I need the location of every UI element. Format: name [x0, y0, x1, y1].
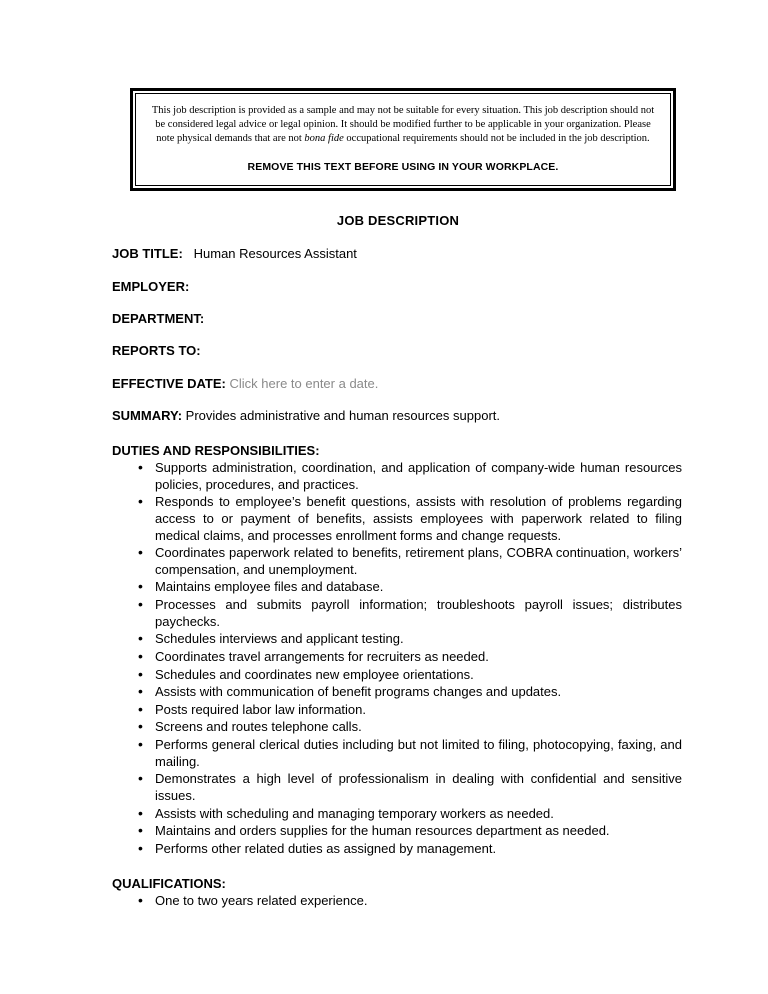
field-department — [112, 311, 684, 327]
disclaimer-line-2: considered legal advice or legal opinion. It should be modified further to be applicable in your organization. Please note — [156, 119, 651, 145]
field-effective-date — [112, 376, 684, 392]
disclaimer-line-1: This job description is provided as a sample and may not be suitable for every situation. This job description should not be — [151, 105, 655, 131]
disclaimer-box — [130, 88, 676, 191]
list-item: • Demonstrates a high level of professionalism in dealing with confidential and sensitive issues. — [112, 771, 684, 804]
list-item: • Schedules interviews and applicant testing. — [112, 631, 684, 648]
list-item: • Supports administration, coordination, and application of company-wide human resources policies, procedures, and practices. — [112, 460, 684, 493]
field-job-title-label: JOB TITLE: — [112, 245, 183, 261]
disclaimer-line-3-italic: bona fide — [304, 133, 344, 145]
field-job-title — [112, 246, 684, 262]
field-employer-label: EMPLOYER: — [112, 278, 190, 294]
page-title: JOB DESCRIPTION — [336, 212, 460, 228]
list-item: • Maintains employee files and database. — [112, 579, 684, 596]
qualifications-heading: QUALIFICATIONS: — [112, 876, 226, 892]
list-item: • Performs general clerical duties including but not limited to filing, photocopying, faxing, and mailing. — [112, 737, 684, 770]
disclaimer-box-inner — [135, 93, 671, 186]
field-job-title-value[interactable]: Human Resources Assistant — [193, 245, 357, 261]
list-item: • Coordinates travel arrangements for recruiters as needed. — [112, 649, 684, 666]
list-item: • Posts required labor law information. — [112, 702, 684, 719]
disclaimer-line-3-pre: physical demands that are not — [177, 133, 305, 145]
qualifications-list — [112, 893, 684, 910]
list-item: • Responds to employee’s benefit questions, assists with resolution of problems regarding access to or payment of benefits, assists employees with paperwork related to filing medical claims, and processes enrollment forms and change requests. — [112, 494, 684, 544]
field-summary-value[interactable]: Provides administrative and human resources support. — [185, 407, 500, 423]
list-item: • Screens and routes telephone calls. — [112, 719, 684, 736]
list-item: • Processes and submits payroll information; troubleshoots payroll issues; distributes paychecks. — [112, 597, 684, 630]
duties-heading: DUTIES AND RESPONSIBILITIES: — [112, 443, 320, 459]
field-department-label: DEPARTMENT: — [112, 311, 205, 327]
list-item: • Assists with communication of benefit programs changes and updates. — [112, 684, 684, 701]
field-summary-label: SUMMARY: — [112, 407, 183, 423]
list-item: • Performs other related duties as assigned by management. — [112, 841, 684, 858]
disclaimer-line-3-post: occupational requirements should not be included in the job description. — [343, 133, 650, 145]
disclaimer-paragraph — [150, 104, 656, 147]
field-effective-date-value[interactable]: Click here to enter a date. — [229, 375, 379, 391]
field-employer — [112, 279, 684, 295]
field-reports-to-label: REPORTS TO: — [112, 343, 201, 359]
list-item: • Assists with scheduling and managing temporary workers as needed. — [112, 806, 684, 823]
list-item: • Schedules and coordinates new employee orientations. — [112, 667, 684, 684]
field-reports-to — [112, 343, 684, 359]
list-item: • Maintains and orders supplies for the human resources department as needed. — [112, 823, 684, 840]
disclaimer-notice: REMOVE THIS TEXT BEFORE USING IN YOUR WORKPLACE. — [247, 160, 559, 173]
duties-list — [112, 460, 684, 857]
list-item: • Coordinates paperwork related to benefits, retirement plans, COBRA continuation, workers’ compensation, and unemployment. — [112, 545, 684, 578]
list-item: • One to two years related experience. — [112, 893, 684, 910]
field-summary — [112, 408, 684, 424]
field-effective-date-label: EFFECTIVE DATE: — [112, 375, 226, 391]
